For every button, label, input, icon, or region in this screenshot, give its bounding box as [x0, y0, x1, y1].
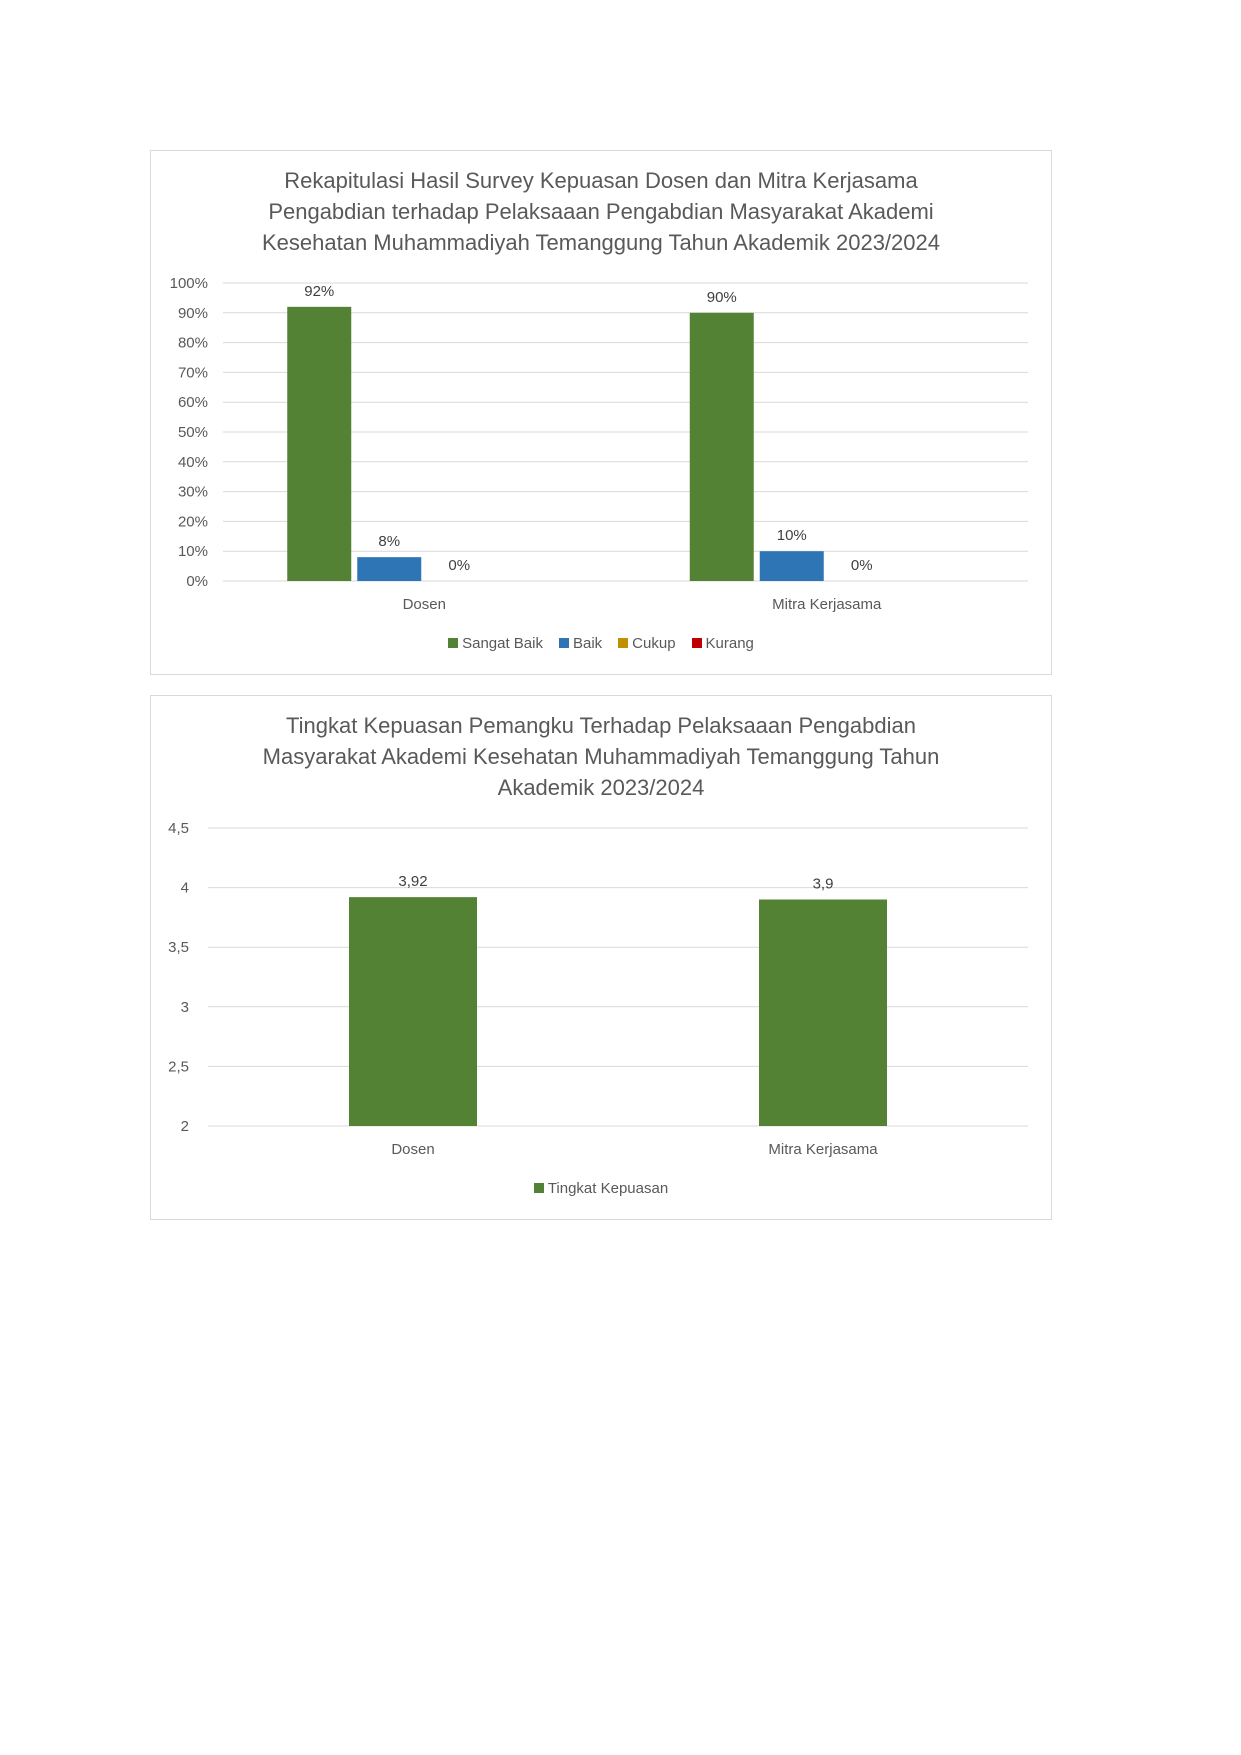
chart-2-plot	[151, 696, 1053, 1221]
x-category-label: Dosen	[402, 596, 446, 613]
chart-1-plot	[151, 151, 1053, 676]
y-tick-label: 60%	[177, 394, 208, 412]
legend-swatch	[448, 638, 458, 648]
y-tick-label: 20%	[177, 513, 208, 531]
data-label: 3,92	[398, 873, 428, 891]
legend-item	[448, 635, 543, 652]
legend-item	[559, 635, 602, 652]
x-category-label: Mitra Kerjasama	[768, 1141, 878, 1158]
chart-1	[150, 150, 1052, 675]
legend-label: Kurang	[705, 635, 754, 652]
y-tick-label: 50%	[177, 424, 208, 441]
legend-swatch	[618, 638, 628, 648]
y-tick-label: 100%	[169, 275, 208, 292]
chart-2	[150, 695, 1052, 1220]
data-label: 10%	[776, 527, 807, 545]
legend-label: Sangat Baik	[462, 635, 543, 652]
y-tick-label: 2	[180, 1118, 189, 1135]
y-tick-label: 10%	[177, 543, 208, 561]
y-tick-label: 70%	[177, 364, 208, 382]
bar-sangat-baik	[690, 313, 754, 581]
bar-tingkat-kepuasan	[759, 900, 887, 1126]
data-label: 8%	[378, 533, 401, 551]
legend-item	[692, 635, 754, 652]
y-tick-label: 3	[180, 998, 189, 1016]
chart-2-title-line-2: Masyarakat Akademi Kesehatan Muhammadiyah Temanggung Tahun	[262, 744, 940, 769]
chart-2-title-line-1: Tingkat Kepuasan Pemangku Terhadap Pelaksaaan Pengabdian	[286, 713, 916, 738]
chart-1-title-line-3: Kesehatan Muhammadiyah Temanggung Tahun Akademik 2023/2024	[261, 230, 940, 255]
data-label: 3,9	[812, 875, 834, 893]
bar-baik	[760, 551, 824, 581]
data-label: 90%	[706, 288, 737, 306]
y-tick-label: 30%	[177, 483, 208, 501]
chart-1-title-line-2: Pengabdian terhadap Pelaksaaan Pengabdian Masyarakat Akademi	[268, 199, 934, 224]
legend-item	[534, 1180, 668, 1197]
chart-1-legend	[151, 635, 1051, 652]
chart-2-title-line-3: Akademik 2023/2024	[497, 775, 705, 800]
y-tick-label: 40%	[177, 453, 208, 471]
legend-swatch	[534, 1183, 544, 1193]
legend-swatch	[692, 638, 702, 648]
bar-tingkat-kepuasan	[349, 897, 477, 1126]
y-tick-label: 0%	[186, 573, 208, 590]
x-category-label: Mitra Kerjasama	[772, 596, 882, 613]
data-label: 0%	[850, 557, 873, 574]
legend-swatch	[559, 638, 569, 648]
x-category-label: Dosen	[391, 1141, 435, 1158]
data-label: 92%	[304, 282, 335, 300]
legend-label: Cukup	[632, 635, 676, 652]
bar-sangat-baik	[287, 307, 351, 581]
y-tick-label: 90%	[177, 304, 208, 322]
y-tick-label: 2,5	[168, 1058, 189, 1076]
y-tick-label: 3,5	[168, 939, 189, 957]
legend-label: Baik	[572, 635, 603, 652]
chart-1-title-line-1: Rekapitulasi Hasil Survey Kepuasan Dosen dan Mitra Kerjasama	[284, 168, 918, 193]
bar-baik	[357, 557, 421, 581]
y-tick-label: 4,5	[168, 820, 189, 837]
chart-2-legend	[151, 1180, 1051, 1197]
y-tick-label: 80%	[177, 334, 208, 352]
data-label: 0%	[448, 557, 471, 574]
legend-label: Tingkat Kepuasan	[547, 1180, 669, 1197]
y-tick-label: 4	[180, 879, 189, 897]
legend-item	[618, 635, 675, 652]
